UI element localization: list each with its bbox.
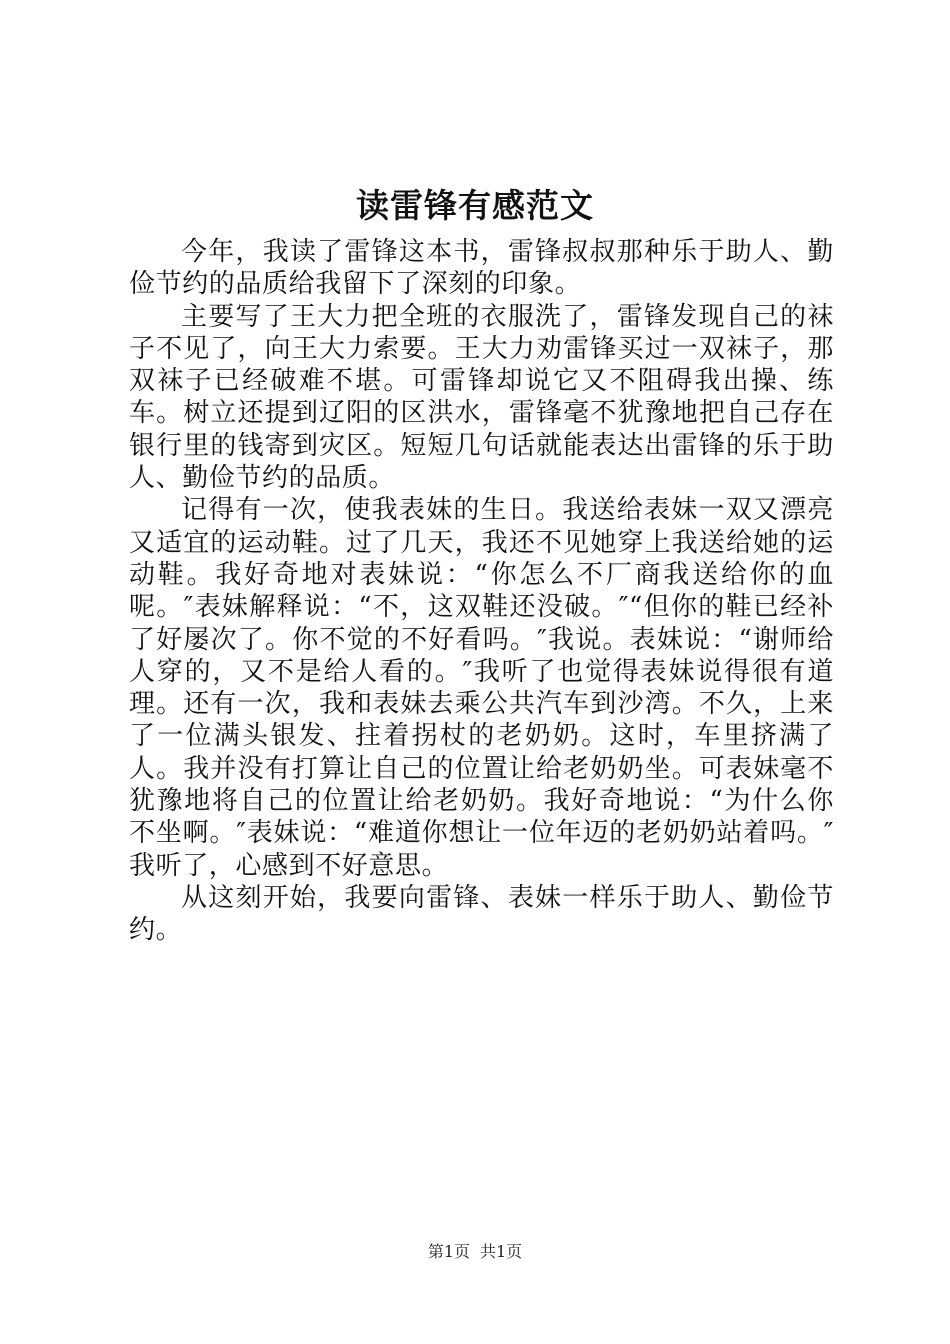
paragraph: 今年，我读了雷锋这本书，雷锋叔叔那种乐于助人、勤俭节约的品质给我留下了深刻的印象。 bbox=[129, 237, 834, 300]
page-number-current: 第1页 bbox=[427, 1242, 470, 1261]
page-number-total: 共1页 bbox=[480, 1242, 523, 1261]
page-footer bbox=[0, 1242, 950, 1262]
paragraph: 记得有一次，使我表妹的生日。我送给表妹一双又漂亮又适宜的运动鞋。过了几天，我还不见她穿上我送给她的运动鞋。我好奇地对表妹说：“你怎么不厂商我送给你的血呢。″表妹解释说：“不，这双鞋还没破。″“但你的鞋已经补了好屡次了。你不觉的不好看吗。″我说。表妹说：“谢师给人穿的，又不是给人看的。″我听了也觉得表妹说得很有道理。还有一次，我和表妹去乘公共汽车到沙湾。不久，上来了一位满头银发、拄着拐杖的老奶奶。这时，车里挤满了人。我并没有打算让自己的位置让给老奶奶坐。可表妹毫不犹豫地将自己的位置让给老奶奶。我好奇地说：“为什么你不坐啊。″表妹说：“难道你想让一位年迈的老奶奶站着吗。″我听了，心感到不好意思。 bbox=[129, 495, 834, 881]
document-body bbox=[129, 236, 834, 947]
paragraph: 主要写了王大力把全班的衣服洗了，雷锋发现自己的袜子不见了，向王大力索要。王大力劝雷锋买过一双袜子，那双袜子已经破难不堪。可雷锋却说它又不阻碍我出操、练车。树立还提到辽阳的区洪水，雷锋毫不犹豫地把自己存在银行里的钱寄到灾区。短短几句话就能表达出雷锋的乐于助人、勤俭节约的品质。 bbox=[129, 301, 834, 494]
document-title: 读雷锋有感范文 bbox=[356, 186, 594, 225]
paragraph: 从这刻开始，我要向雷锋、表妹一样乐于助人、勤俭节约。 bbox=[129, 882, 834, 946]
